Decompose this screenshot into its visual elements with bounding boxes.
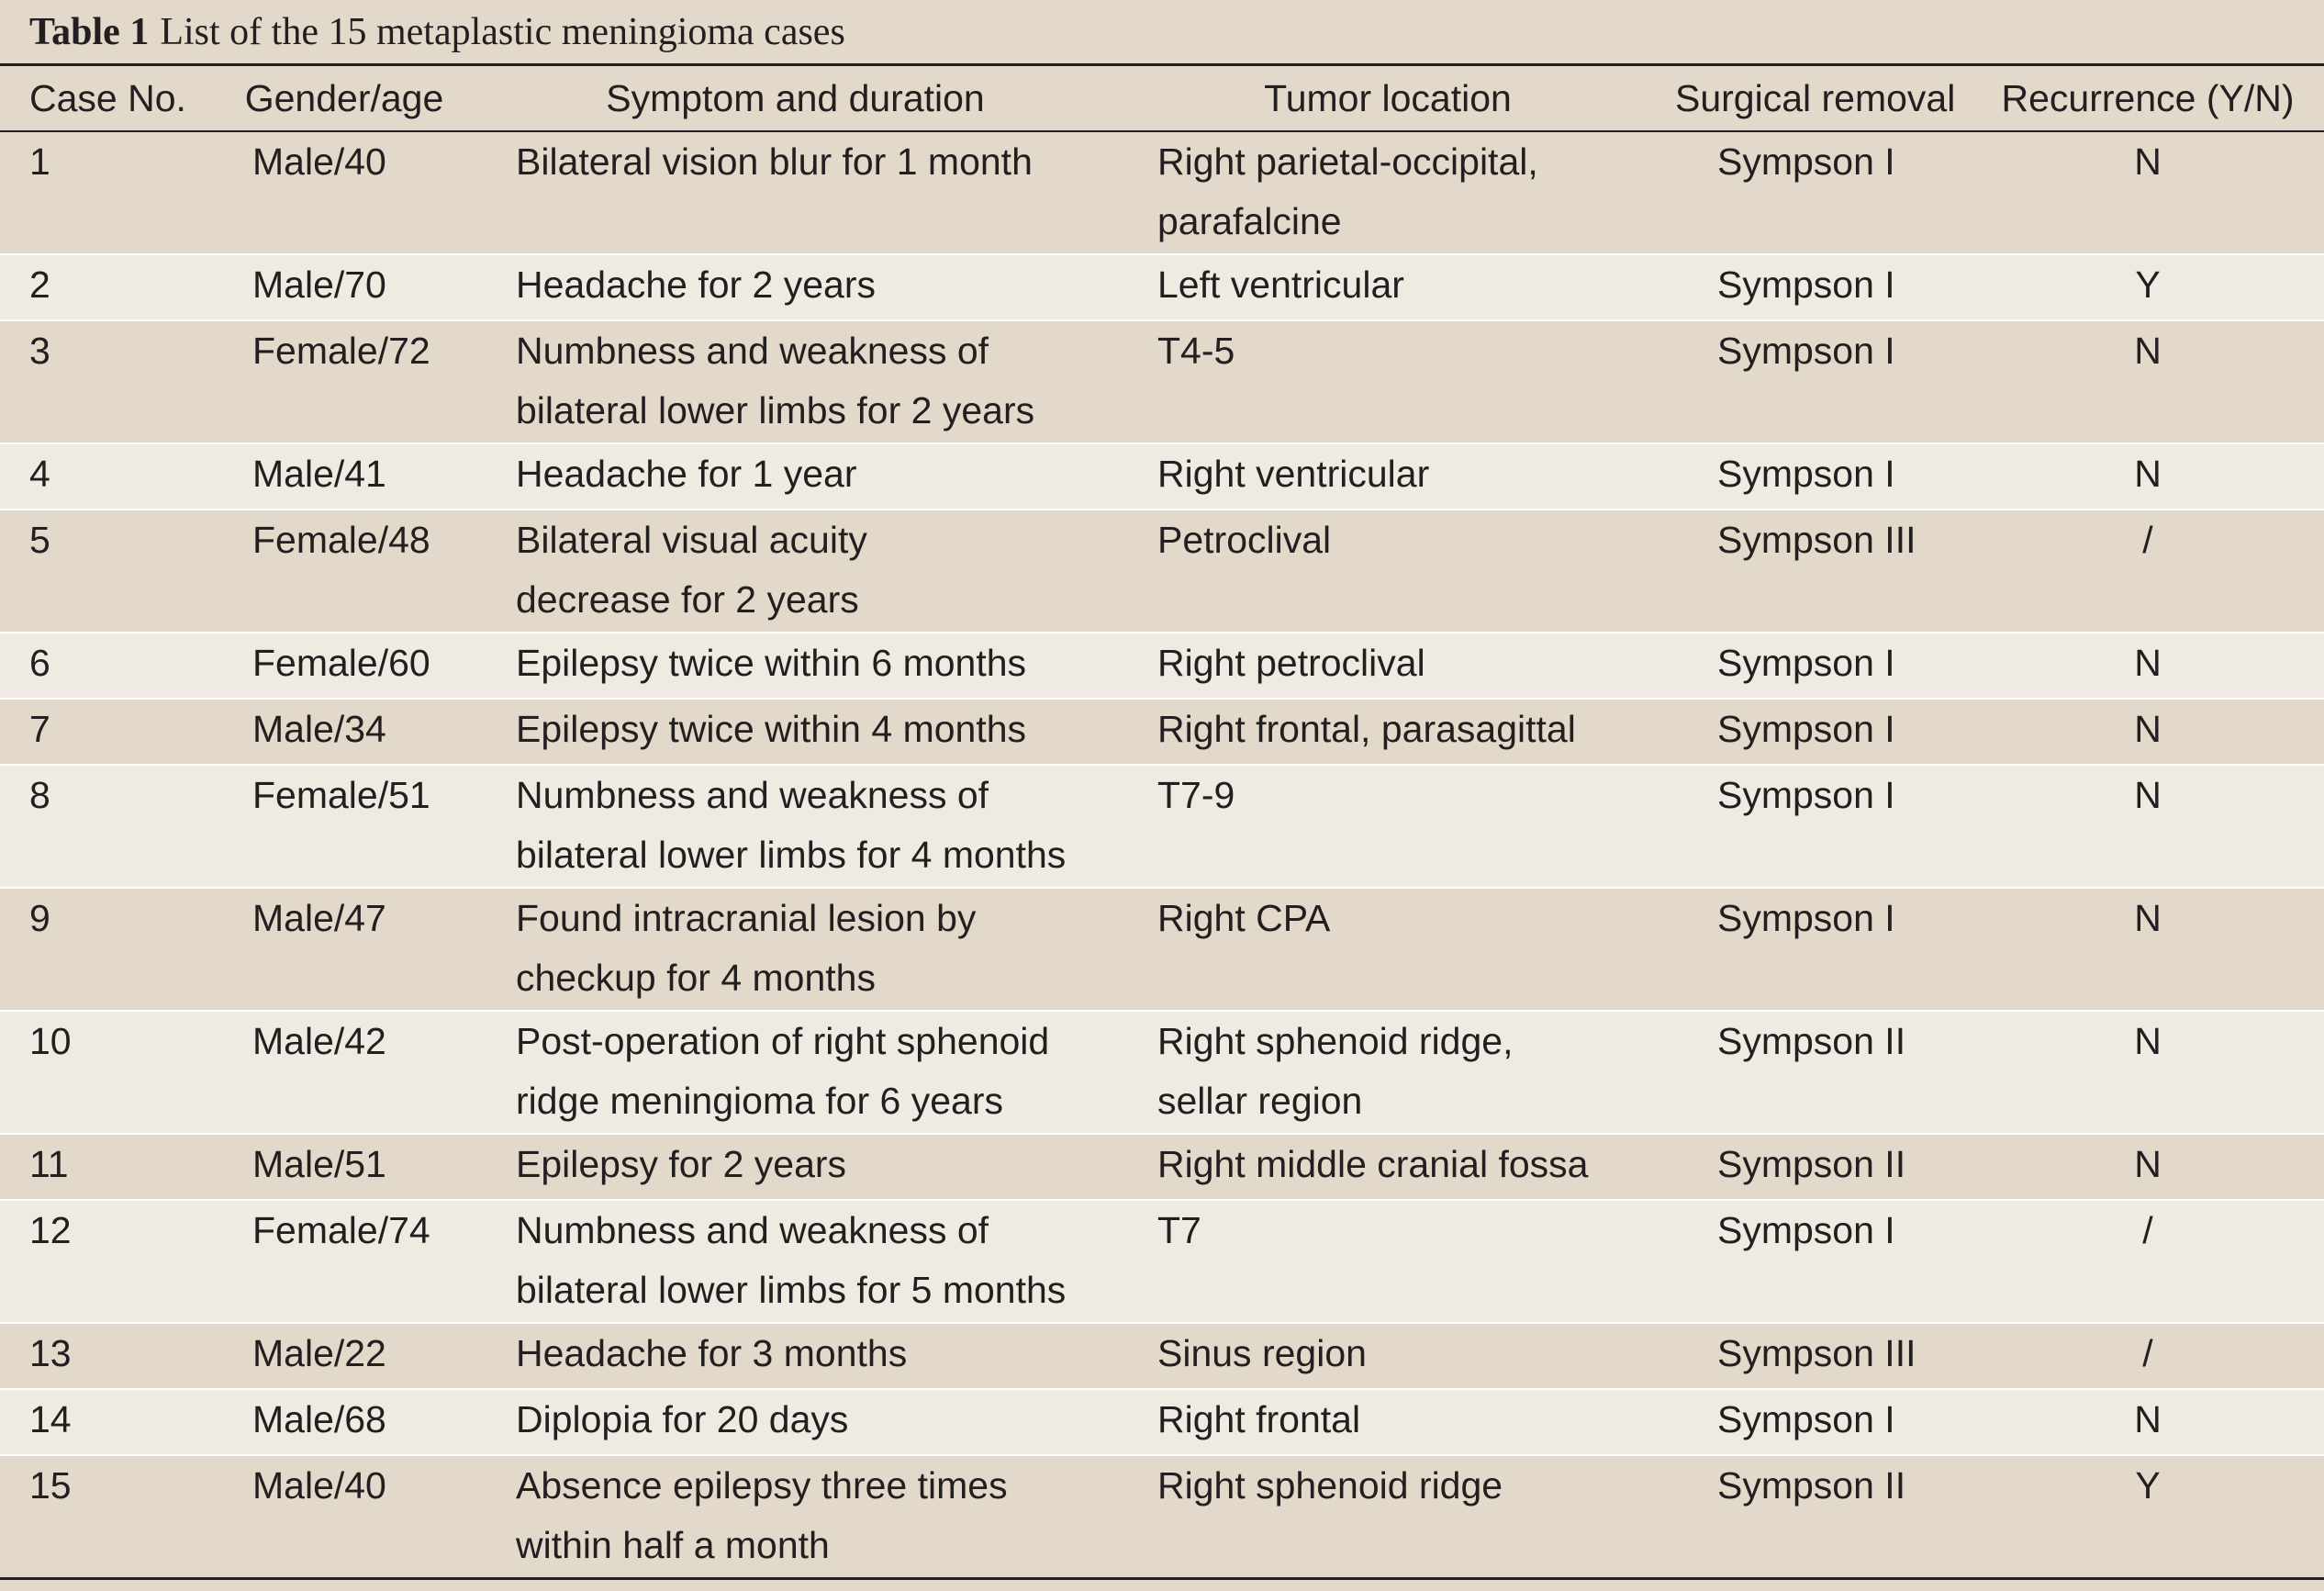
table-row xyxy=(0,1134,2324,1200)
cell-location xyxy=(1113,699,1662,765)
cell-recurrence: N xyxy=(1972,443,2324,510)
cell-location-line: Right frontal xyxy=(1157,1398,1361,1440)
cell-symptom xyxy=(477,888,1113,1011)
cell-symptom-line: Post-operation of right sphenoid xyxy=(516,1020,1050,1062)
cell-recurrence: N xyxy=(1972,1011,2324,1134)
cell-symptom-line: ridge meningioma for 6 years xyxy=(516,1080,1003,1122)
cell-location-line: Sinus region xyxy=(1157,1332,1367,1374)
cell-symptom-line: bilateral lower limbs for 2 years xyxy=(516,389,1035,431)
cell-case-no: 3 xyxy=(0,320,211,443)
cell-location xyxy=(1113,1323,1662,1389)
table-row xyxy=(0,699,2324,765)
cell-surgical: Sympson I xyxy=(1662,254,1972,320)
cell-surgical: Sympson I xyxy=(1662,1389,1972,1455)
cell-symptom xyxy=(477,131,1113,254)
cell-surgical: Sympson II xyxy=(1662,1455,1972,1579)
cell-recurrence: N xyxy=(1972,699,2324,765)
cell-symptom xyxy=(477,1011,1113,1134)
cell-location-line: Right sphenoid ridge, xyxy=(1157,1020,1514,1062)
cell-symptom xyxy=(477,633,1113,699)
cell-location xyxy=(1113,1389,1662,1455)
cell-case-no: 15 xyxy=(0,1455,211,1579)
cell-symptom-line: Diplopia for 20 days xyxy=(516,1398,849,1440)
cell-location-line: Right parietal-occipital, xyxy=(1157,140,1538,183)
table-header-row xyxy=(0,66,2324,131)
cell-location-line: Left ventricular xyxy=(1157,263,1404,306)
cell-location xyxy=(1113,1134,1662,1200)
cell-surgical: Sympson II xyxy=(1662,1011,1972,1134)
cell-case-no: 8 xyxy=(0,765,211,888)
cell-symptom xyxy=(477,1134,1113,1200)
table-row xyxy=(0,443,2324,510)
cell-gender-age: Female/60 xyxy=(211,633,477,699)
cell-case-no: 13 xyxy=(0,1323,211,1389)
cell-case-no: 9 xyxy=(0,888,211,1011)
cell-symptom xyxy=(477,699,1113,765)
cell-surgical: Sympson I xyxy=(1662,633,1972,699)
cell-case-no: 11 xyxy=(0,1134,211,1200)
cell-symptom-line: Headache for 2 years xyxy=(516,263,877,306)
cell-symptom-line: Headache for 1 year xyxy=(516,453,857,495)
cell-location xyxy=(1113,1200,1662,1323)
cell-location-line: Right middle cranial fossa xyxy=(1157,1143,1589,1185)
header-surgical: Surgical removal xyxy=(1662,66,1972,131)
cell-gender-age: Male/42 xyxy=(211,1011,477,1134)
cell-location-line: T4-5 xyxy=(1157,330,1235,372)
cell-symptom xyxy=(477,320,1113,443)
cell-recurrence: N xyxy=(1972,765,2324,888)
cell-gender-age: Male/70 xyxy=(211,254,477,320)
cell-symptom-line: Bilateral vision blur for 1 month xyxy=(516,140,1033,183)
cell-symptom-line: Numbness and weakness of xyxy=(516,774,989,816)
table-row xyxy=(0,1455,2324,1579)
cell-surgical: Sympson II xyxy=(1662,1134,1972,1200)
cell-location-line: sellar region xyxy=(1157,1080,1363,1122)
cell-symptom-line: Epilepsy for 2 years xyxy=(516,1143,847,1185)
cell-location xyxy=(1113,320,1662,443)
cell-case-no: 4 xyxy=(0,443,211,510)
cell-symptom xyxy=(477,1455,1113,1579)
table-row xyxy=(0,320,2324,443)
cell-recurrence: Y xyxy=(1972,1455,2324,1579)
cell-symptom xyxy=(477,1389,1113,1455)
cell-gender-age: Female/72 xyxy=(211,320,477,443)
cell-location xyxy=(1113,633,1662,699)
cell-gender-age: Male/40 xyxy=(211,131,477,254)
cell-location-line: Right sphenoid ridge xyxy=(1157,1464,1503,1507)
cell-symptom-line: within half a month xyxy=(516,1524,830,1566)
header-gender-age: Gender/age xyxy=(211,66,477,131)
cell-location xyxy=(1113,443,1662,510)
cell-location xyxy=(1113,510,1662,633)
cell-symptom xyxy=(477,765,1113,888)
cell-surgical: Sympson I xyxy=(1662,320,1972,443)
table-row xyxy=(0,765,2324,888)
cell-symptom-line: checkup for 4 months xyxy=(516,957,876,999)
cell-symptom xyxy=(477,443,1113,510)
table-row xyxy=(0,1323,2324,1389)
table-row xyxy=(0,1011,2324,1134)
cell-location xyxy=(1113,254,1662,320)
cell-location-line: Right petroclival xyxy=(1157,642,1425,684)
cell-symptom xyxy=(477,254,1113,320)
cell-case-no: 14 xyxy=(0,1389,211,1455)
cell-recurrence: / xyxy=(1972,1323,2324,1389)
cell-case-no: 12 xyxy=(0,1200,211,1323)
cell-gender-age: Male/22 xyxy=(211,1323,477,1389)
header-case-no: Case No. xyxy=(0,66,211,131)
table-row xyxy=(0,1200,2324,1323)
cell-location xyxy=(1113,765,1662,888)
cell-surgical: Sympson I xyxy=(1662,131,1972,254)
cell-symptom xyxy=(477,1323,1113,1389)
cell-location-line: T7 xyxy=(1157,1209,1201,1251)
header-recurrence: Recurrence (Y/N) xyxy=(1972,66,2324,131)
cell-symptom-line: bilateral lower limbs for 5 months xyxy=(516,1269,1067,1311)
header-location: Tumor location xyxy=(1113,66,1662,131)
cell-gender-age: Male/34 xyxy=(211,699,477,765)
cell-gender-age: Female/48 xyxy=(211,510,477,633)
cell-symptom-line: Numbness and weakness of xyxy=(516,330,989,372)
cell-symptom-line: Numbness and weakness of xyxy=(516,1209,989,1251)
cell-location xyxy=(1113,888,1662,1011)
cell-location xyxy=(1113,131,1662,254)
cell-location xyxy=(1113,1011,1662,1134)
cell-symptom xyxy=(477,1200,1113,1323)
cell-recurrence: N xyxy=(1972,888,2324,1011)
cell-recurrence: / xyxy=(1972,1200,2324,1323)
cell-gender-age: Male/51 xyxy=(211,1134,477,1200)
cell-symptom xyxy=(477,510,1113,633)
cell-recurrence: N xyxy=(1972,1134,2324,1200)
cell-recurrence: / xyxy=(1972,510,2324,633)
cell-surgical: Sympson III xyxy=(1662,510,1972,633)
cell-surgical: Sympson I xyxy=(1662,1200,1972,1323)
table-title xyxy=(0,0,2324,66)
cell-gender-age: Female/74 xyxy=(211,1200,477,1323)
table-row xyxy=(0,1389,2324,1455)
cell-surgical: Sympson I xyxy=(1662,443,1972,510)
cell-surgical: Sympson I xyxy=(1662,765,1972,888)
cell-symptom-line: bilateral lower limbs for 4 months xyxy=(516,834,1067,876)
table-row xyxy=(0,510,2324,633)
header-symptom: Symptom and duration xyxy=(477,66,1113,131)
cell-case-no: 1 xyxy=(0,131,211,254)
cell-recurrence: N xyxy=(1972,1389,2324,1455)
cases-table xyxy=(0,66,2324,1580)
cell-symptom-line: Absence epilepsy three times xyxy=(516,1464,1008,1507)
cell-recurrence: N xyxy=(1972,320,2324,443)
table-row xyxy=(0,888,2324,1011)
cell-symptom-line: Found intracranial lesion by xyxy=(516,897,977,939)
cell-case-no: 2 xyxy=(0,254,211,320)
cell-symptom-line: Epilepsy twice within 6 months xyxy=(516,642,1027,684)
cell-recurrence: N xyxy=(1972,633,2324,699)
cell-symptom-line: Headache for 3 months xyxy=(516,1332,908,1374)
cell-symptom-line: decrease for 2 years xyxy=(516,578,859,621)
cell-location-line: Petroclival xyxy=(1157,519,1332,561)
cell-symptom-line: Epilepsy twice within 4 months xyxy=(516,708,1027,750)
cell-location-line: Right frontal, parasagittal xyxy=(1157,708,1576,750)
cell-location-line: Right ventricular xyxy=(1157,453,1430,495)
cell-surgical: Sympson I xyxy=(1662,699,1972,765)
table-title-label: Table 1 xyxy=(29,10,150,53)
cell-location-line: parafalcine xyxy=(1157,200,1342,242)
table-body xyxy=(0,131,2324,1579)
cell-recurrence: Y xyxy=(1972,254,2324,320)
table-row xyxy=(0,254,2324,320)
cell-recurrence: N xyxy=(1972,131,2324,254)
cell-case-no: 6 xyxy=(0,633,211,699)
table-title-text: List of the 15 metaplastic meningioma cases xyxy=(160,10,845,53)
cell-case-no: 7 xyxy=(0,699,211,765)
cell-location-line: Right CPA xyxy=(1157,897,1331,939)
table-row xyxy=(0,131,2324,254)
table-row xyxy=(0,633,2324,699)
cell-case-no: 5 xyxy=(0,510,211,633)
cell-gender-age: Male/68 xyxy=(211,1389,477,1455)
cell-gender-age: Male/40 xyxy=(211,1455,477,1579)
cell-location-line: T7-9 xyxy=(1157,774,1235,816)
cell-surgical: Sympson I xyxy=(1662,888,1972,1011)
cell-gender-age: Male/47 xyxy=(211,888,477,1011)
cell-case-no: 10 xyxy=(0,1011,211,1134)
cell-location xyxy=(1113,1455,1662,1579)
cell-surgical: Sympson III xyxy=(1662,1323,1972,1389)
cell-symptom-line: Bilateral visual acuity xyxy=(516,519,867,561)
cell-gender-age: Female/51 xyxy=(211,765,477,888)
cell-gender-age: Male/41 xyxy=(211,443,477,510)
